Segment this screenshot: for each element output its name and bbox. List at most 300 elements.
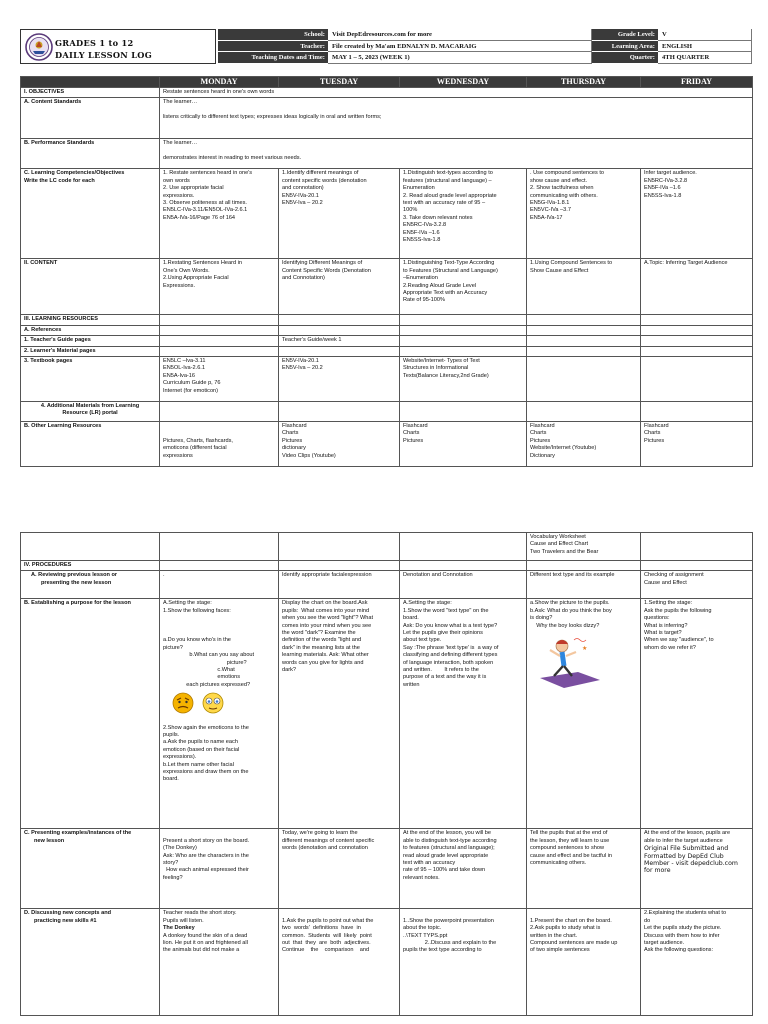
text-line: Pictures, Charts, flashcards,: [163, 437, 233, 444]
text-line: Pictures: [644, 437, 665, 444]
procedure-a-monday: .: [160, 571, 279, 599]
other-resources-wednesday: [400, 422, 527, 467]
learners-material-label: 2. Learner's Material pages: [21, 346, 160, 356]
textbook-label: 3. Textbook pages: [21, 357, 160, 402]
day-friday: FRIDAY: [641, 77, 753, 88]
text-line: Charts: [644, 430, 661, 437]
empty-cell: [527, 346, 641, 356]
text-line: EN5LC-IVa-3.11/EN5OL-IVa-2.6.1: [163, 207, 248, 214]
text-line: The learner…: [163, 140, 198, 147]
day-thursday: THURSDAY: [527, 77, 641, 88]
text-line: about text type.: [403, 637, 442, 644]
text-line: story?: [163, 860, 179, 867]
text-line: EN5RC-IVa-3.2.8: [644, 177, 688, 184]
day-monday: MONDAY: [160, 77, 279, 88]
text-line: At the end of the lesson, pupils are: [644, 830, 731, 837]
empty-cell: [160, 561, 279, 571]
quarter-value: 4TH QUARTER: [658, 52, 752, 64]
text-line: 1.Show the following faces:: [163, 607, 231, 614]
text-line: when you see the word "light"? What: [282, 615, 374, 622]
procedure-d-label: [21, 909, 160, 1016]
text-line: a.Ask the pupils to name each: [163, 739, 238, 746]
empty-cell: [400, 533, 527, 561]
empty-cell: [400, 336, 527, 346]
objectives-text: Restate sentences heard in one's own words: [160, 88, 753, 98]
competencies-friday: [641, 169, 753, 259]
label-line: new lesson: [34, 837, 65, 844]
procedures-header-row: [21, 561, 753, 571]
quarter-label: Quarter:: [592, 52, 658, 64]
procedure-c-row: [21, 829, 753, 909]
procedure-d-wednesday: [400, 909, 527, 1016]
text-line: Identifying Different Meanings of: [282, 260, 363, 267]
text-line: [163, 830, 275, 837]
text-line: the word "dark"? Examine the: [282, 630, 356, 637]
logo-box: [20, 29, 216, 64]
text-line: whom do we refer it?: [644, 644, 696, 651]
text-line: EN5SS-Iva-1.8: [403, 237, 441, 244]
empty-cell: [641, 336, 753, 346]
text-line: Charts: [403, 430, 420, 437]
text-line: definition of the words "light and: [282, 637, 362, 644]
empty-cell: [641, 533, 753, 561]
procedure-b-friday: [641, 599, 753, 829]
lesson-table-part1: [20, 76, 753, 467]
text-line: feeling?: [163, 874, 183, 881]
empty-cell: [160, 325, 279, 335]
text-line: Appropriate Text with an Accuracy: [403, 290, 488, 297]
text-line: Charts: [282, 430, 299, 437]
textbook-row: [21, 357, 753, 402]
text-line: EN5V-Iva – 20.2: [282, 365, 323, 372]
grade-level-value: V: [658, 29, 752, 41]
empty-cell: [641, 315, 753, 325]
text-line: Pictures: [530, 437, 551, 444]
procedure-d-monday: [160, 909, 279, 1016]
text-line: A.Setting the stage:: [403, 600, 452, 607]
text-line: b.Ask: What do you think the boy: [530, 607, 612, 614]
performance-standards-label: B. Performance Standards: [21, 139, 160, 169]
text-line: Ask the pupils the following: [644, 607, 712, 614]
text-line: relevant notes.: [403, 874, 440, 881]
text-line: 1.Identify different meanings of: [282, 170, 359, 177]
text-line: cause and effect and be tactful in: [530, 852, 612, 859]
empty-cell: [641, 325, 753, 335]
logo-title-line1: GRADES 1 to 12: [55, 38, 134, 48]
text-line: 1..Show the powerpoint presentation: [403, 917, 494, 924]
competencies-wednesday: [400, 169, 527, 259]
empty-cell: [279, 315, 400, 325]
procedures-label: IV. PROCEDURES: [21, 561, 160, 571]
content-thursday: [527, 259, 641, 315]
text-line: about the topic.: [403, 925, 442, 932]
empty-cell: [160, 346, 279, 356]
text-line: EN5RC-IVa-3.2.8: [403, 222, 447, 229]
text-line: 1.Ask the pupils to point out what the: [282, 917, 374, 924]
text-line: 2. Use appropriate facial: [163, 185, 224, 192]
text-line: The Donkey: [163, 925, 195, 932]
text-line: Structures in Informational: [403, 365, 469, 372]
procedure-d-thursday: [527, 909, 641, 1016]
procedure-b-monday-part2: [163, 717, 275, 784]
teachers-guide-tuesday: Teacher's Guide/week 1: [279, 336, 400, 346]
performance-standards-text: [160, 139, 753, 169]
objectives-row: [21, 88, 753, 98]
text-line: is doing?: [530, 615, 553, 622]
text-line: listens critically to different text types; expresses ideas logically in oral and written forms;: [163, 114, 382, 121]
text-line: Formatted by DepEd Club: [644, 852, 724, 860]
text-line: able to distinguish text-type according: [403, 837, 497, 844]
teachers-guide-row: [21, 336, 753, 346]
textbook-tuesday: [279, 357, 400, 402]
text-line: purpose of a text and the way it is: [403, 674, 487, 681]
day-header-row: [21, 77, 753, 88]
text-line: 1.Show the word "text type" on the: [403, 607, 489, 614]
procedure-d-friday: [641, 909, 753, 1016]
text-line: Flashcard: [403, 423, 428, 430]
text-line: What is inferring?: [644, 622, 688, 629]
text-line: 2.Reading Aloud Grade Level: [403, 282, 477, 289]
text-line: different meanings of content specific: [282, 837, 375, 844]
text-line: learning materials. Ask: What other: [282, 652, 369, 659]
competencies-monday: [160, 169, 279, 259]
header: [20, 29, 752, 64]
text-line: emotions: [163, 674, 241, 681]
other-resources-tuesday: [279, 422, 400, 467]
procedure-a-row: [21, 571, 753, 599]
text-line: Why the boy looks dizzy?: [530, 622, 600, 629]
other-resources-friday: [641, 422, 753, 467]
text-line: Enumeration: [403, 185, 435, 192]
text-line: EN5A-Iva-16: [163, 372, 196, 379]
other-resources-monday: [160, 422, 279, 467]
text-line: Compound sentences are made up: [530, 940, 618, 947]
procedure-c-wednesday: [400, 829, 527, 909]
textbook-monday: [160, 357, 279, 402]
textbook-wednesday: [400, 357, 527, 402]
text-line: 1.Present the chart on the board.: [530, 917, 612, 924]
text-line: to Features (Structural and Language): [403, 267, 498, 274]
text-line: Present a short story on the board.: [163, 837, 250, 844]
empty-cell: [279, 561, 400, 571]
text-line: EN5V-Iva – 20.2: [282, 200, 323, 207]
text-line: One's Own Words.: [163, 267, 210, 274]
empty-cell: [279, 402, 400, 422]
text-line: a.Show the picture to the pupils.: [530, 600, 610, 607]
content-row: [21, 259, 753, 315]
teacher-label: Teacher:: [218, 41, 328, 53]
text-line: classifying and defining different types: [403, 652, 498, 659]
text-line: [163, 717, 275, 724]
text-line: (The Donkey): [163, 845, 197, 852]
text-line: [163, 148, 749, 155]
text-line: out that they are both adjectives.: [282, 940, 371, 947]
text-line: words (denotation and connotation: [282, 845, 368, 852]
empty-cell: [160, 402, 279, 422]
text-line: words can you give for lights and: [282, 659, 364, 666]
references-label: A. References: [21, 325, 160, 335]
day-header-blank: [21, 77, 160, 88]
text-line: expressions.: [163, 192, 195, 199]
text-line: [163, 430, 275, 437]
text-line: board.: [163, 776, 179, 783]
text-line: Cause and Effect: [644, 579, 687, 586]
label-line: presenting the new lesson: [41, 579, 112, 586]
text-line: [163, 630, 275, 637]
text-line: read aloud grade level appropriate: [403, 852, 489, 859]
text-line: Ask the following questions:: [644, 947, 714, 954]
text-line: Flashcard: [530, 423, 555, 430]
text-line: show cause and effect.: [530, 177, 588, 184]
procedure-c-friday: [641, 829, 753, 909]
content-label: II. CONTENT: [21, 259, 160, 315]
text-line: and written. It refers to the: [403, 667, 479, 674]
text-line: rate of 95 – 100% and take down: [403, 867, 486, 874]
text-line: 1.Restating Sentences Heard in: [163, 260, 242, 267]
text-line: Dictionary: [530, 452, 555, 459]
empty-cell: [641, 561, 753, 571]
svg-text:★: ★: [582, 645, 588, 653]
text-line: A donkey found the skin of a dead: [163, 932, 248, 939]
text-line: EN5G-IVa-1.8.1: [530, 200, 570, 207]
text-line: Rate of 95-100%: [403, 297, 445, 304]
text-line: [403, 910, 523, 917]
text-line: 1.Distinguish text-types according to: [403, 170, 493, 177]
procedure-d-row: [21, 909, 753, 1016]
procedure-c-label: [21, 829, 160, 909]
text-line: own words: [163, 177, 190, 184]
text-line: b.Let them name other facial: [163, 761, 234, 768]
text-line: board.: [403, 615, 419, 622]
competencies-row: [21, 169, 753, 259]
text-line: EN5V-IVa-20.1: [282, 358, 319, 365]
text-line: Display the chart on the board.Ask: [282, 600, 368, 607]
text-line: c.What: [163, 667, 235, 674]
text-line: 1. Restate sentences heard in one's: [163, 170, 253, 177]
text-line: the animals but did not make a: [163, 947, 240, 954]
meta-right-values: [658, 29, 752, 64]
text-line: Pictures: [282, 437, 303, 444]
text-line: 3. Observe politeness at all times.: [163, 200, 247, 207]
text-line: Texts(Balance Literacy,2nd Grade): [403, 372, 489, 379]
empty-cell: [160, 315, 279, 325]
procedure-a-tuesday: Identify appropriate facialexpression: [279, 571, 400, 599]
textbook-friday: [641, 357, 753, 402]
text-line: Show Cause and Effect: [530, 267, 589, 274]
text-line: Original File Submitted and: [644, 845, 729, 853]
empty-cell: [400, 325, 527, 335]
text-line: 2.Explaining the students what to: [644, 910, 727, 917]
text-line: of language interaction, both spoken: [403, 659, 494, 666]
other-resources-row: [21, 422, 753, 467]
text-line: two words' definitions have in: [282, 925, 361, 932]
label-line: practicing new skills #1: [34, 917, 97, 924]
text-line: dictionary: [282, 445, 306, 452]
text-line: do: [644, 917, 651, 924]
text-line: each pictures expressed?: [163, 681, 251, 688]
text-line: A.Setting the stage:: [163, 600, 212, 607]
text-line: common. Students will likely point: [282, 932, 372, 939]
procedure-a-friday: [641, 571, 753, 599]
dizzy-boy-icon: [538, 632, 602, 688]
text-line: for more: [644, 867, 671, 875]
text-line: Checking of assignment: [644, 572, 704, 579]
text-line: features (structural and language) –: [403, 177, 492, 184]
empty-cell: [400, 315, 527, 325]
text-line: a.Do you know who's in the: [163, 637, 231, 644]
text-line: EN5V-IVa-20.1: [282, 192, 319, 199]
text-line: expressions).: [163, 754, 197, 761]
text-line: EN5A-IVa-16/Page 76 of 164: [163, 214, 236, 221]
text-line: Today, we're going to learn the: [282, 830, 358, 837]
learning-resources-label: III. LEARNING RESOURCES: [21, 315, 160, 325]
text-line: comes into your mind when you see: [282, 622, 372, 629]
text-line: EN5A-IVa-17: [530, 214, 563, 221]
empty-cell: [527, 336, 641, 346]
text-line: 2..Discuss and explain to the: [403, 940, 497, 947]
teacher-value: File created by Ma'am EDNALYN D. MACARAIG: [328, 41, 592, 53]
learning-area-value: ENGLISH: [658, 41, 752, 53]
text-line: 1.Setting the stage:: [644, 600, 693, 607]
school-value: Visit DepEdresources.com for more: [328, 29, 592, 41]
label-line: D. Discussing new concepts and: [24, 910, 112, 917]
dates-value: MAY 1 – 5, 2023 (WEEK 1): [328, 52, 592, 64]
text-line: pupils: What comes into your mind: [282, 607, 370, 614]
empty-cell: [279, 325, 400, 335]
content-standards-row: [21, 98, 753, 139]
empty-cell: [527, 561, 641, 571]
text-line: Say :The phrase 'text type' is a way of: [403, 644, 499, 651]
text-line: text with an accuracy: [403, 860, 456, 867]
day-tuesday: TUESDAY: [279, 77, 400, 88]
text-line: Website/Internet (Youtube): [530, 445, 597, 452]
text-line: 100%: [403, 207, 418, 214]
text-line: picture?: [163, 644, 183, 651]
text-line: Charts: [530, 430, 547, 437]
empty-cell: [21, 533, 160, 561]
text-line: Discuss with them how to infer: [644, 932, 720, 939]
content-friday: [641, 259, 753, 315]
procedures-top-row: [21, 533, 753, 561]
additional-materials-label: [21, 402, 160, 422]
text-line: Expressions.: [163, 282, 196, 289]
text-line: expressions and draw them on the: [163, 769, 249, 776]
empty-cell: [160, 533, 279, 561]
text-line: 2.Ask pupils to study what is: [530, 925, 601, 932]
text-line: 2.Show again the emoticons to the: [163, 724, 249, 731]
text-line: Cause and Effect Chart: [530, 541, 589, 548]
text-line: . Use compound sentences to: [530, 170, 605, 177]
empty-cell: [641, 346, 753, 356]
other-resources-thursday: [527, 422, 641, 467]
text-line: emoticon (based on their facial: [163, 746, 240, 753]
text-line: and Connotation): [282, 275, 325, 282]
text-line: and connotation): [282, 185, 324, 192]
text-line: text with an accuracy rate of 95 –: [403, 200, 486, 207]
performance-standards-row: [21, 139, 753, 169]
label-line: 4. Additional Materials from Learning: [40, 403, 140, 410]
text-line: The learner…: [163, 99, 198, 106]
empty-cell: [400, 402, 527, 422]
empty-cell: [641, 402, 753, 422]
additional-materials-row: [21, 402, 753, 422]
text-line: [163, 623, 275, 630]
text-line: Video Clips (Youtube): [282, 452, 336, 459]
text-line: pupils the text type according to: [403, 947, 482, 954]
text-line: to features (structural and language);: [403, 845, 495, 852]
meta-left-labels: [218, 29, 328, 64]
text-line: EN5SS-Iva-1.8: [644, 192, 682, 199]
other-resources-label: B. Other Learning Resources: [21, 422, 160, 467]
competencies-thursday: [527, 169, 641, 259]
meta-right-labels: [592, 29, 658, 64]
school-label: School:: [218, 29, 328, 41]
text-line: EN5OL-Iva-2.6.1: [163, 365, 205, 372]
procedure-b-tuesday: [279, 599, 400, 829]
procedure-b-wednesday: [400, 599, 527, 829]
text-line: [163, 615, 275, 622]
label-line: Write the LC code for each: [24, 177, 95, 184]
procedure-a-thursday: Different text type and its example: [527, 571, 641, 599]
text-line: EN5F-IVa –1.6: [644, 185, 681, 192]
text-line: Continue the comparison and: [282, 947, 370, 954]
procedure-a-label: [21, 571, 160, 599]
text-line: EN5VC-IVa –3.7: [530, 207, 571, 214]
text-line: Infer target audience.: [644, 170, 697, 177]
text-line: 1.Using Compound Sentences to: [530, 260, 613, 267]
text-line: Tell the pupils that at the end of: [530, 830, 608, 837]
label-line: Resource (LR) portal: [62, 410, 118, 417]
content-wednesday: [400, 259, 527, 315]
text-line: Flashcard: [282, 423, 307, 430]
text-line: content specific words (denotation: [282, 177, 367, 184]
text-line: communicating others.: [530, 860, 587, 867]
competencies-label: [21, 169, 160, 259]
procedure-b-monday-part1: [163, 600, 275, 689]
text-line: What is target?: [644, 630, 682, 637]
empty-cell: [527, 402, 641, 422]
empty-cell: [527, 325, 641, 335]
text-line: written: [403, 681, 420, 688]
text-line: Curriculum Guide p, 76: [163, 380, 221, 387]
text-line: picture?: [163, 659, 247, 666]
procedure-b-monday: [160, 599, 279, 829]
dates-label: Teaching Dates and Time:: [218, 52, 328, 64]
text-line: Let the pupils study the picture.: [644, 925, 722, 932]
text-line: [282, 910, 396, 917]
empty-cell: [400, 561, 527, 571]
text-line: b.What can you say about: [163, 652, 255, 659]
text-line: Ask: Who are the characters in the: [163, 852, 249, 859]
text-line: 1.Distinguishing Text-Type According: [403, 260, 495, 267]
textbook-thursday: [527, 357, 641, 402]
text-line: able to infer the target audience: [644, 837, 723, 844]
content-tuesday: [279, 259, 400, 315]
learners-material-row: [21, 346, 753, 356]
text-line: Member - visit depedclub.com: [644, 860, 738, 868]
text-line: 2.Using Appropriate Facial: [163, 275, 229, 282]
content-standards-text: [160, 98, 753, 139]
text-line: the lesson, they will learn to use: [530, 837, 610, 844]
text-line: Content Specific Words (Denotation: [282, 267, 371, 274]
text-line: Pictures: [403, 437, 424, 444]
procedure-c-monday: [160, 829, 279, 909]
text-line: dark" in the meaning lists at the: [282, 644, 360, 651]
procedure-b-label: B. Establishing a purpose for the lesson: [21, 599, 160, 829]
empty-cell: [279, 346, 400, 356]
text-line: EN5LC –Iva-3.11: [163, 358, 206, 365]
competencies-tuesday: [279, 169, 400, 259]
